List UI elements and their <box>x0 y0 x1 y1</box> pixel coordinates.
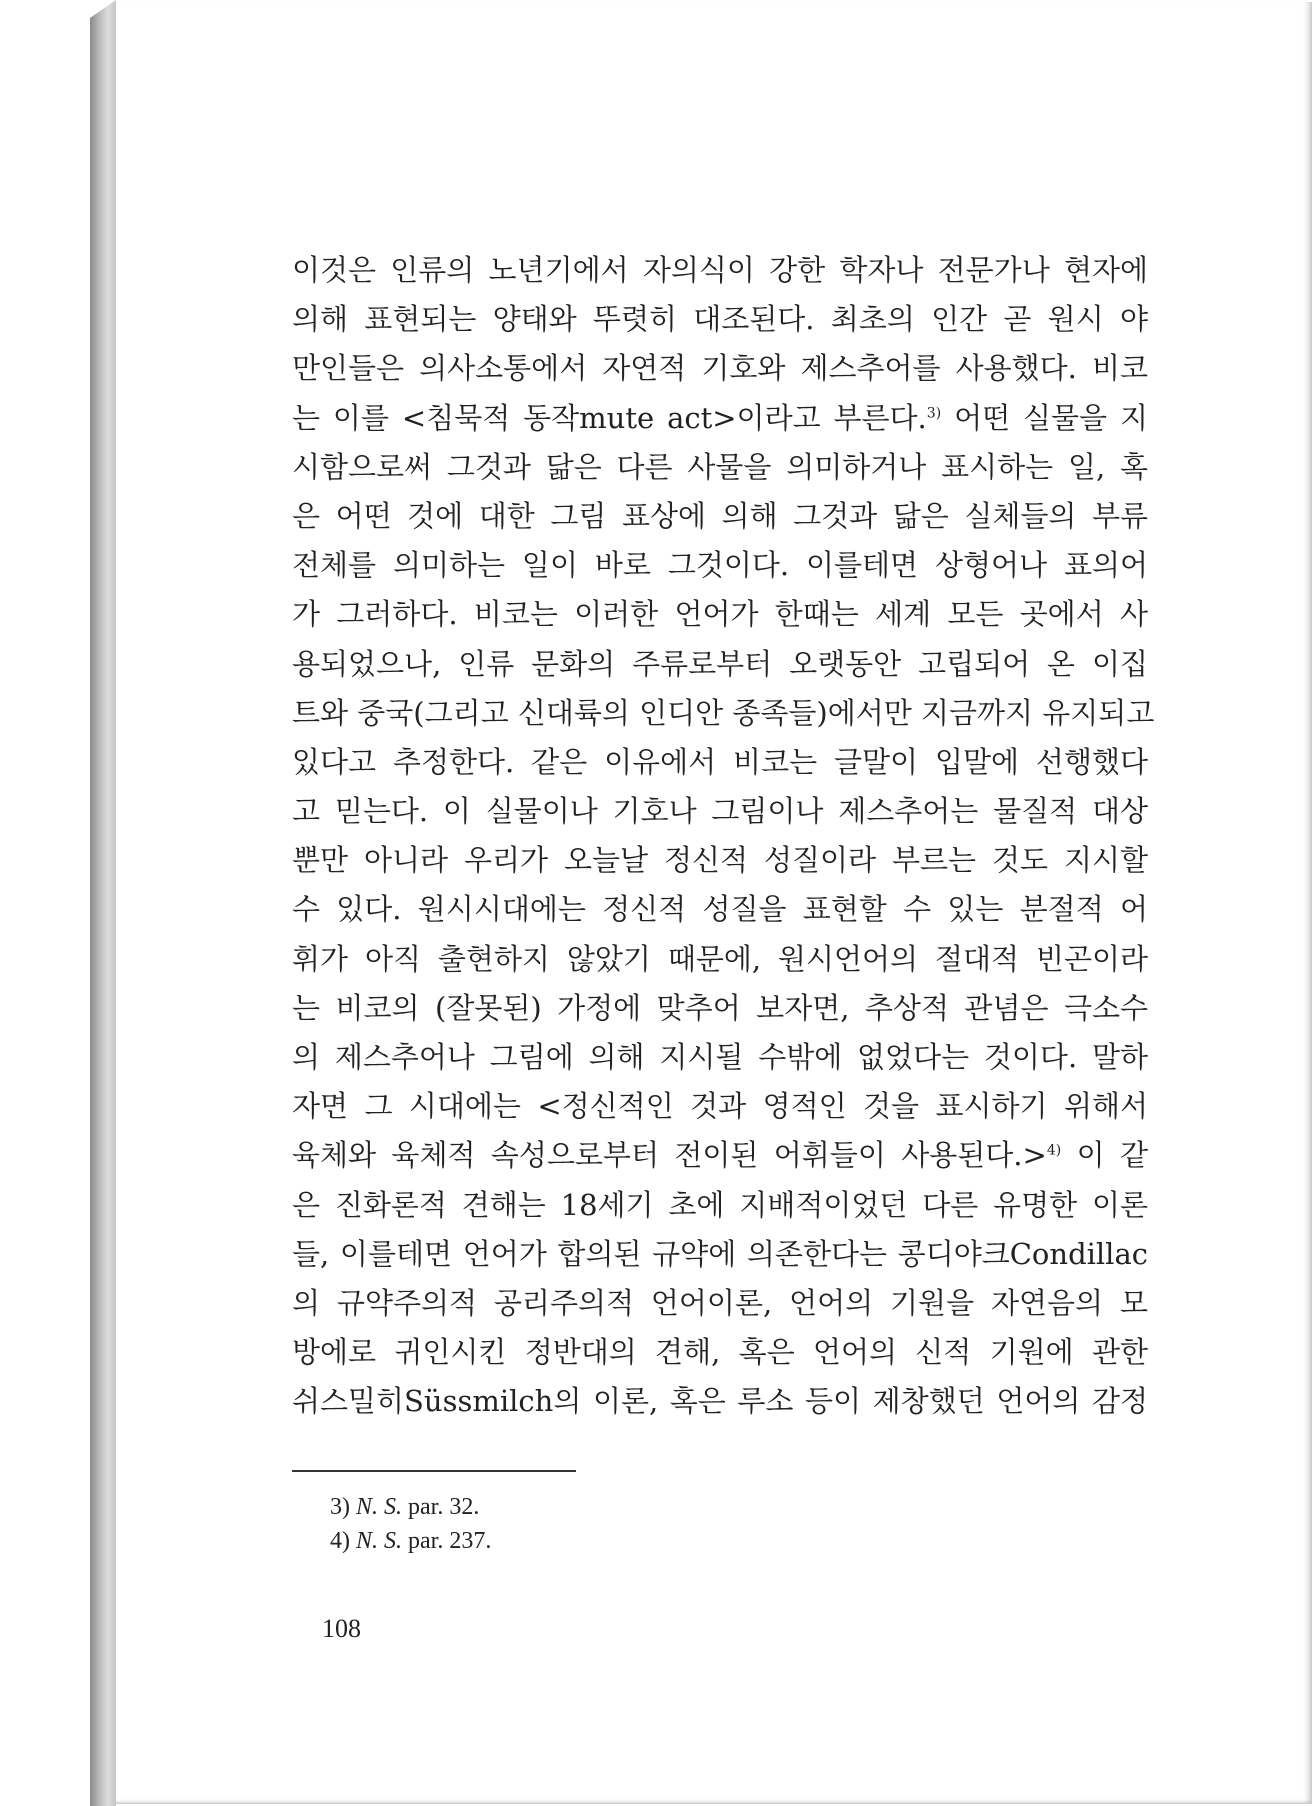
text-line: 있다고 추정한다. 같은 이유에서 비코는 글말이 입말에 선행했다 <box>292 744 1148 779</box>
text-line: 수 있다. 원시시대에는 정신적 성질을 표현할 수 있는 분절적 어 <box>292 892 1148 927</box>
text-line: 휘가 아직 출현하지 않았기 때문에, 원시언어의 절대적 빈곤이라 <box>292 941 1148 976</box>
text-segment: 는 이를 <침묵적 동작mute act>이라고 부른다. <box>292 400 927 435</box>
text-segment: 이 같 <box>1061 1138 1149 1173</box>
footnote-number: 3) <box>330 1494 350 1520</box>
text-line: 의 제스추어나 그림에 의해 지시될 수밖에 없었다는 것이다. 말하 <box>292 1040 1148 1074</box>
text-segment: 어떤 실물을 지 <box>941 400 1148 435</box>
book-spine <box>90 0 116 1806</box>
text-line: 용되었으나, 인류 문화의 주류로부터 오랫동안 고립되어 온 이집 <box>292 646 1148 681</box>
page-number: 108 <box>322 1614 361 1643</box>
text-line: 은 진화론적 견해는 18세기 초에 지배적이었던 다른 유명한 이론 <box>292 1187 1148 1222</box>
text-line: 트와 중국(그리고 신대륙의 인디안 종족들)에서만 지금까지 유지되고 <box>292 695 1155 730</box>
text-line: 이것은 인류의 노년기에서 자의식이 강한 학자나 전문가나 현자에 <box>292 253 1148 287</box>
text-line: 시함으로써 그것과 닮은 다른 사물을 의미하거나 표시하는 일, 혹 <box>292 449 1148 484</box>
footnote-divider <box>292 1470 576 1472</box>
text-line: 가 그러하다. 비코는 이러한 언어가 한때는 세계 모든 곳에서 사 <box>292 597 1148 632</box>
text-segment: 육체와 육체적 속성으로부터 전이된 어휘들이 사용된다.> <box>292 1138 1047 1173</box>
footnote-number: 4) <box>330 1528 350 1554</box>
text-line: 들, 이를테면 언어가 합의된 규약에 의존한다는 콩디야크Condillac <box>292 1236 1148 1271</box>
footnotes <box>330 1490 830 1558</box>
body-text <box>292 246 1155 1427</box>
text-line: 만인들은 의사소통에서 자연적 기호와 제스추어를 사용했다. 비코 <box>292 351 1148 386</box>
text-line: 는 비코의 (잘못된) 가정에 맞추어 보자면, 추상적 관념은 극소수 <box>292 990 1148 1025</box>
footnote-ref: N. S. <box>356 1494 403 1520</box>
footnote <box>330 1490 830 1524</box>
text-line: 전체를 의미하는 일이 바로 그것이다. 이를테면 상형어나 표의어 <box>292 548 1148 583</box>
footnote <box>330 1524 830 1558</box>
footnote-text: par. 237. <box>402 1528 492 1554</box>
text-line: 방에로 귀인시킨 정반대의 견해, 혹은 언어의 신적 기원에 관한 <box>292 1335 1148 1370</box>
text-line: 뿐만 아니라 우리가 오늘날 정신적 성질이라 부르는 것도 지시할 <box>292 843 1148 878</box>
footnote-marker: 4) <box>1046 1142 1062 1159</box>
text-line: 자면 그 시대에는 <정신적인 것과 영적인 것을 표시하기 위해서 <box>292 1089 1148 1124</box>
footnote-text: par. 32. <box>402 1494 480 1520</box>
text-line: 고 믿는다. 이 실물이나 기호나 그림이나 제스추어는 물질적 대상 <box>292 794 1148 829</box>
footnote-marker: 3) <box>926 404 942 421</box>
text-line: 의해 표현되는 양태와 뚜렷히 대조된다. 최초의 인간 곧 원시 야 <box>292 302 1148 337</box>
text-line <box>292 394 1148 443</box>
text-line: 쉬스밀히Süssmilch의 이론, 혹은 루소 등이 제창했던 언어의 감정 <box>292 1384 1148 1419</box>
footnote-ref: N. S. <box>356 1528 403 1554</box>
text-line: 의 규약주의적 공리주의적 언어이론, 언어의 기원을 자연음의 모 <box>292 1285 1148 1320</box>
text-line: 은 어떤 것에 대한 그림 표상에 의해 그것과 닮은 실체들의 부류 <box>292 498 1148 533</box>
spine-corner <box>90 0 116 18</box>
text-line <box>292 1131 1148 1180</box>
